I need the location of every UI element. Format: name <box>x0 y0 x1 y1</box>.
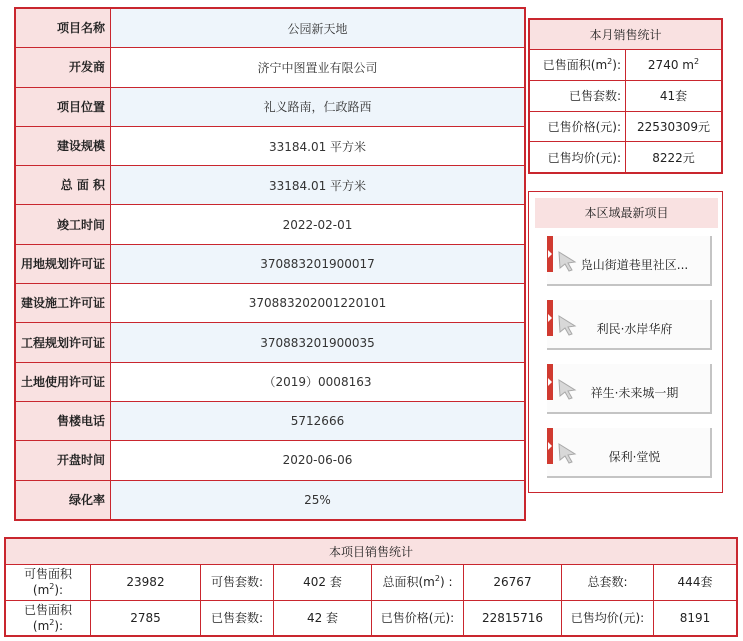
sold-avg-price-value: 8191 <box>654 600 737 636</box>
available-units-label: 可售套数: <box>201 565 274 601</box>
info-row <box>16 284 525 323</box>
info-value: 370883201900017 <box>111 244 525 283</box>
monthly-sales-stats <box>528 18 723 174</box>
info-row <box>16 48 525 87</box>
info-value: （2019）0008163 <box>111 362 525 401</box>
monthly-area-label: 已售面积$(m^2)$: <box>530 50 626 81</box>
info-value: 33184.01 平方米 <box>111 166 525 205</box>
info-label: 建设施工许可证 <box>16 284 111 323</box>
sold-price-label: 已售价格(元): <box>372 600 464 636</box>
available-area-value: 23982 <box>91 565 201 601</box>
total-units-label: 总套数: <box>562 565 654 601</box>
project-sales-stats <box>4 537 738 637</box>
monthly-units-label: 已售套数: <box>530 80 626 111</box>
info-label: 竣工时间 <box>16 205 111 244</box>
available-units-value: 402 套 <box>274 565 372 601</box>
monthly-avg-value: 8222元 <box>626 142 722 173</box>
total-area-value: 26767 <box>464 565 562 601</box>
info-row <box>16 441 525 480</box>
latest-project-name: 保利·堂悦 <box>608 450 661 464</box>
info-value: 2022-02-01 <box>111 205 525 244</box>
marker-bar-icon <box>547 364 553 400</box>
info-row <box>16 244 525 283</box>
info-row <box>16 362 525 401</box>
monthly-price-value: 22530309元 <box>626 111 722 142</box>
info-value: 25% <box>111 480 525 519</box>
available-area-label: 可售面积 $(m^2)$: <box>6 565 91 601</box>
latest-project-link[interactable] <box>547 300 712 350</box>
info-label: 土地使用许可证 <box>16 362 111 401</box>
monthly-units-value: 41套 <box>626 80 722 111</box>
monthly-stats-title: 本月销售统计 <box>530 20 722 50</box>
info-row <box>16 205 525 244</box>
sold-units-label: 已售套数: <box>201 600 274 636</box>
latest-project-link[interactable] <box>547 364 712 414</box>
info-value: 公园新天地 <box>111 9 525 48</box>
info-label: 总 面 积 <box>16 166 111 205</box>
info-label: 用地规划许可证 <box>16 244 111 283</box>
info-value: 370883201900035 <box>111 323 525 362</box>
info-label: 开发商 <box>16 48 111 87</box>
info-label: 开盘时间 <box>16 441 111 480</box>
info-row <box>16 9 525 48</box>
info-label: 项目名称 <box>16 9 111 48</box>
latest-project-name: 祥生·未来城一期 <box>590 386 679 400</box>
info-value: 济宁中图置业有限公司 <box>111 48 525 87</box>
info-row <box>16 323 525 362</box>
info-row <box>16 480 525 519</box>
info-value: 33184.01 平方米 <box>111 126 525 165</box>
info-label: 建设规模 <box>16 126 111 165</box>
info-value: 370883202001220101 <box>111 284 525 323</box>
info-label: 绿化率 <box>16 480 111 519</box>
project-stats-title: 本项目销售统计 <box>6 539 737 565</box>
latest-project-name: 利民·水岸华府 <box>596 322 673 336</box>
latest-projects-title: 本区域最新项目 <box>535 198 718 228</box>
sold-area-label: 已售面积 $(m^2)$: <box>6 600 91 636</box>
info-value: 2020-06-06 <box>111 441 525 480</box>
info-label: 售楼电话 <box>16 401 111 440</box>
latest-projects-panel <box>528 191 723 493</box>
info-value: 5712666 <box>111 401 525 440</box>
monthly-price-label: 已售价格(元): <box>530 111 626 142</box>
marker-bar-icon <box>547 300 553 336</box>
marker-bar-icon <box>547 236 553 272</box>
sold-avg-price-label: 已售均价(元): <box>562 600 654 636</box>
total-units-value: 444套 <box>654 565 737 601</box>
latest-project-link[interactable] <box>547 428 712 478</box>
monthly-area-value: 2740 $m^2$ <box>626 50 722 81</box>
info-label: 项目位置 <box>16 87 111 126</box>
info-row <box>16 166 525 205</box>
info-row <box>16 126 525 165</box>
monthly-avg-label: 已售均价(元): <box>530 142 626 173</box>
sold-area-value: 2785 <box>91 600 201 636</box>
info-row <box>16 87 525 126</box>
project-info-table <box>14 7 526 521</box>
info-row <box>16 401 525 440</box>
info-value: 礼义路南，仁政路西 <box>111 87 525 126</box>
info-label: 工程规划许可证 <box>16 323 111 362</box>
marker-bar-icon <box>547 428 553 464</box>
total-area-label: 总面积$(m^2)$ : <box>372 565 464 601</box>
sold-units-value: 42 套 <box>274 600 372 636</box>
latest-project-name: 凫山街道巷里社区... <box>580 258 689 272</box>
latest-project-link[interactable] <box>547 236 712 286</box>
sold-price-value: 22815716 <box>464 600 562 636</box>
